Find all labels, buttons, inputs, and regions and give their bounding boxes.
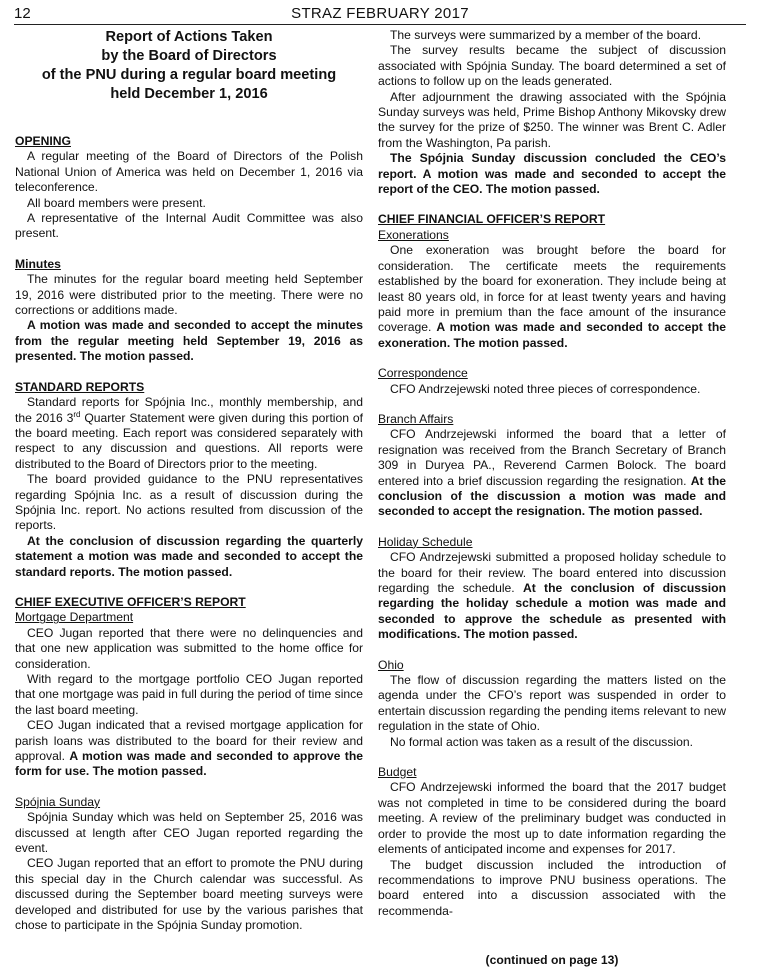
holiday-schedule-text: CFO Andrzejewski submitted a proposed holiday schedule to the board for their review. The board entered into discussion regarding the schedule. xyxy=(378,550,726,595)
exonerations-text: One exoneration was brought before the board for consideration. The certificate meets the requirements established by the board for exoneration. They include being at least 80 years old, in force for at least twenty years and having paid more in premium than the face amount of the insurance coverage. xyxy=(378,243,726,335)
standard-reports-heading: STANDARD REPORTS xyxy=(15,379,145,394)
branch-affairs-paragraph xyxy=(378,427,726,519)
left-column xyxy=(15,28,363,934)
spojnia-sunday-subheading: Spójnia Sunday xyxy=(15,794,101,809)
ohio-subheading: Ohio xyxy=(378,657,404,672)
mortgage-p3-text: CEO Jugan indicated that a revised mortgage application for parish loans was distributed to the board for their review and approval. xyxy=(15,718,363,764)
spojnia-paragraph-3: The surveys were summarized by a member of the board. xyxy=(390,28,702,42)
opening-heading: OPENING xyxy=(15,134,71,148)
ordinal-suffix: rd xyxy=(73,409,81,419)
exonerations-subheading: Exonerations xyxy=(378,227,449,242)
spojnia-paragraph-4: The survey results became the subject of discussion associated with Spójnia Sunday. The board determined a set of actions to follow up on the leads generated. xyxy=(378,43,726,89)
budget-paragraph-1: CFO Andrzejewski informed the board that the 2017 budget was not completed in time to be considered during the board meeting. A review of the preliminary budget was conducted in order to provide the most up to date information regarding the elements of anticipated income and expenses for 2017. xyxy=(378,780,726,857)
minutes-motion: A motion was made and seconded to accept the minutes from the regular meeting held September 19, 2016 as presented. The motion passed. xyxy=(15,318,363,364)
budget-subheading: Budget xyxy=(378,765,417,780)
standard-reports-motion: At the conclusion of discussion regarding the quarterly statement a motion was made and seconded to accept the standard reports. The motion passed. xyxy=(15,533,363,579)
report-title-line-4: held December 1, 2016 xyxy=(110,86,268,102)
mortgage-motion: A motion was made and seconded to approve the form for use. The motion passed. xyxy=(15,749,363,779)
branch-affairs-motion: At the conclusion of the discussion a motion was made and seconded to accept the resignation. The motion passed. xyxy=(378,473,726,519)
report-title-line-1: Report of Actions Taken xyxy=(105,29,273,45)
minutes-heading: Minutes xyxy=(15,256,61,271)
exonerations-motion: A motion was made and seconded to accept the exoneration. The motion passed. xyxy=(378,320,726,350)
ceo-report-heading: CHIEF EXECUTIVE OFFICER’S REPORT xyxy=(15,594,246,609)
correspondence-subheading: Correspondence xyxy=(378,366,468,381)
report-title-line-3: of the PNU during a regular board meeting xyxy=(41,67,337,83)
spojnia-paragraph-5: After adjournment the drawing associated with the Spójnia Sunday surveys was held, Prime Bishop Anthony Mikovsky drew the survey for the prize of $250. The winner was Brent C. Adler from the Washington, Pa parish. xyxy=(378,89,726,150)
standard-reports-paragraph-1 xyxy=(15,395,363,472)
opening-paragraph-1: A regular meeting of the Board of Directors of the Polish National Union of America was held on December 1, 2016 via teleconference. xyxy=(15,149,363,195)
budget-paragraph-2: The budget discussion included the introduction of recommendations to improve PNU business operations. The board entered into a discussion associated with the recommenda- xyxy=(378,857,726,918)
publication-title: STRAZ FEBRUARY 2017 xyxy=(291,5,469,22)
mortgage-paragraph-2: With regard to the mortgage portfolio CEO Jugan reported that one mortgage was paid in full during the period of time since the last board meeting. xyxy=(15,672,363,717)
correspondence-paragraph: CFO Andrzejewski noted three pieces of correspondence. xyxy=(390,381,701,396)
standard-reports-p1-b: Quarter Statement were given during this portion of the board meeting. Each report was considered separately with respect to any discussion and questions. All reports were distributed to the Board of Directors prior to the meeting. xyxy=(15,410,363,471)
spojnia-paragraph-2: CEO Jugan reported that an effort to promote the PNU during this special day in the Church calendar was successful. As discussed during the September board meeting surveys were developed and distributed for use by the various parishes that chose to participate in the Spójnia Sunday promotion. xyxy=(15,856,363,933)
mortgage-department-subheading: Mortgage Department xyxy=(15,610,134,625)
report-title-line-2: by the Board of Directors xyxy=(101,48,277,64)
minutes-paragraph-1: The minutes for the regular board meeting held September 19, 2016 were distributed prior to the meeting. There were no corrections or additions made. xyxy=(15,272,363,318)
mortgage-paragraph-3 xyxy=(15,718,363,780)
exonerations-paragraph xyxy=(378,243,726,351)
opening-paragraph-2: All board members were present. xyxy=(27,195,206,210)
spojnia-paragraph-1: Spójnia Sunday which was held on September 25, 2016 was discussed at length after CEO Jugan reported regarding the event. xyxy=(15,810,363,856)
page-header xyxy=(14,4,746,25)
standard-reports-p1-a: Standard reports for Spójnia Inc., monthly membership, and the 2016 3 xyxy=(15,395,363,425)
ceo-report-motion: The Spójnia Sunday discussion concluded the CEO’s report. A motion was made and seconded to accept the report of the CEO. The motion passed. xyxy=(378,151,726,197)
mortgage-paragraph-1: CEO Jugan reported that there were no delinquencies and that one new application was submitted to the home office for consideration. xyxy=(15,625,363,671)
holiday-schedule-paragraph xyxy=(378,550,726,642)
right-column xyxy=(378,28,726,919)
ohio-paragraph-2: No formal action was taken as a result of the discussion. xyxy=(390,734,693,749)
branch-affairs-text: CFO Andrzejewski informed the board that a letter of resignation was received from the Branch Secretary of Branch 309 in Duryea PA., Reverend Carmen Bolock. The board entered into a brief discussion regarding the resignation. xyxy=(378,427,726,488)
cfo-report-heading: CHIEF FINANCIAL OFFICER’S REPORT xyxy=(378,212,606,227)
holiday-schedule-motion: At the conclusion of discussion regarding the holiday schedule a motion was made and seconded to approve the schedule as presented with modifications. The motion passed. xyxy=(378,581,726,642)
standard-reports-paragraph-2: The board provided guidance to the PNU representatives regarding Spójnia Inc. as a result of discussion during the Spójnia Inc. report. No actions resulted from discussion of the reports. xyxy=(15,472,363,533)
holiday-schedule-subheading: Holiday Schedule xyxy=(378,534,473,549)
page-number: 12 xyxy=(14,5,31,22)
report-title xyxy=(15,28,363,104)
ohio-paragraph-1: The flow of discussion regarding the matters listed on the agenda under the CFO’s report was suspended in order to entertain discussion regarding the pending items relevant to new regulation in the state of Ohio. xyxy=(378,673,726,734)
branch-affairs-subheading: Branch Affairs xyxy=(378,411,454,426)
opening-paragraph-3: A representative of the Internal Audit Committee was also present. xyxy=(15,211,363,241)
continued-notice: (continued on page 13) xyxy=(485,953,619,967)
